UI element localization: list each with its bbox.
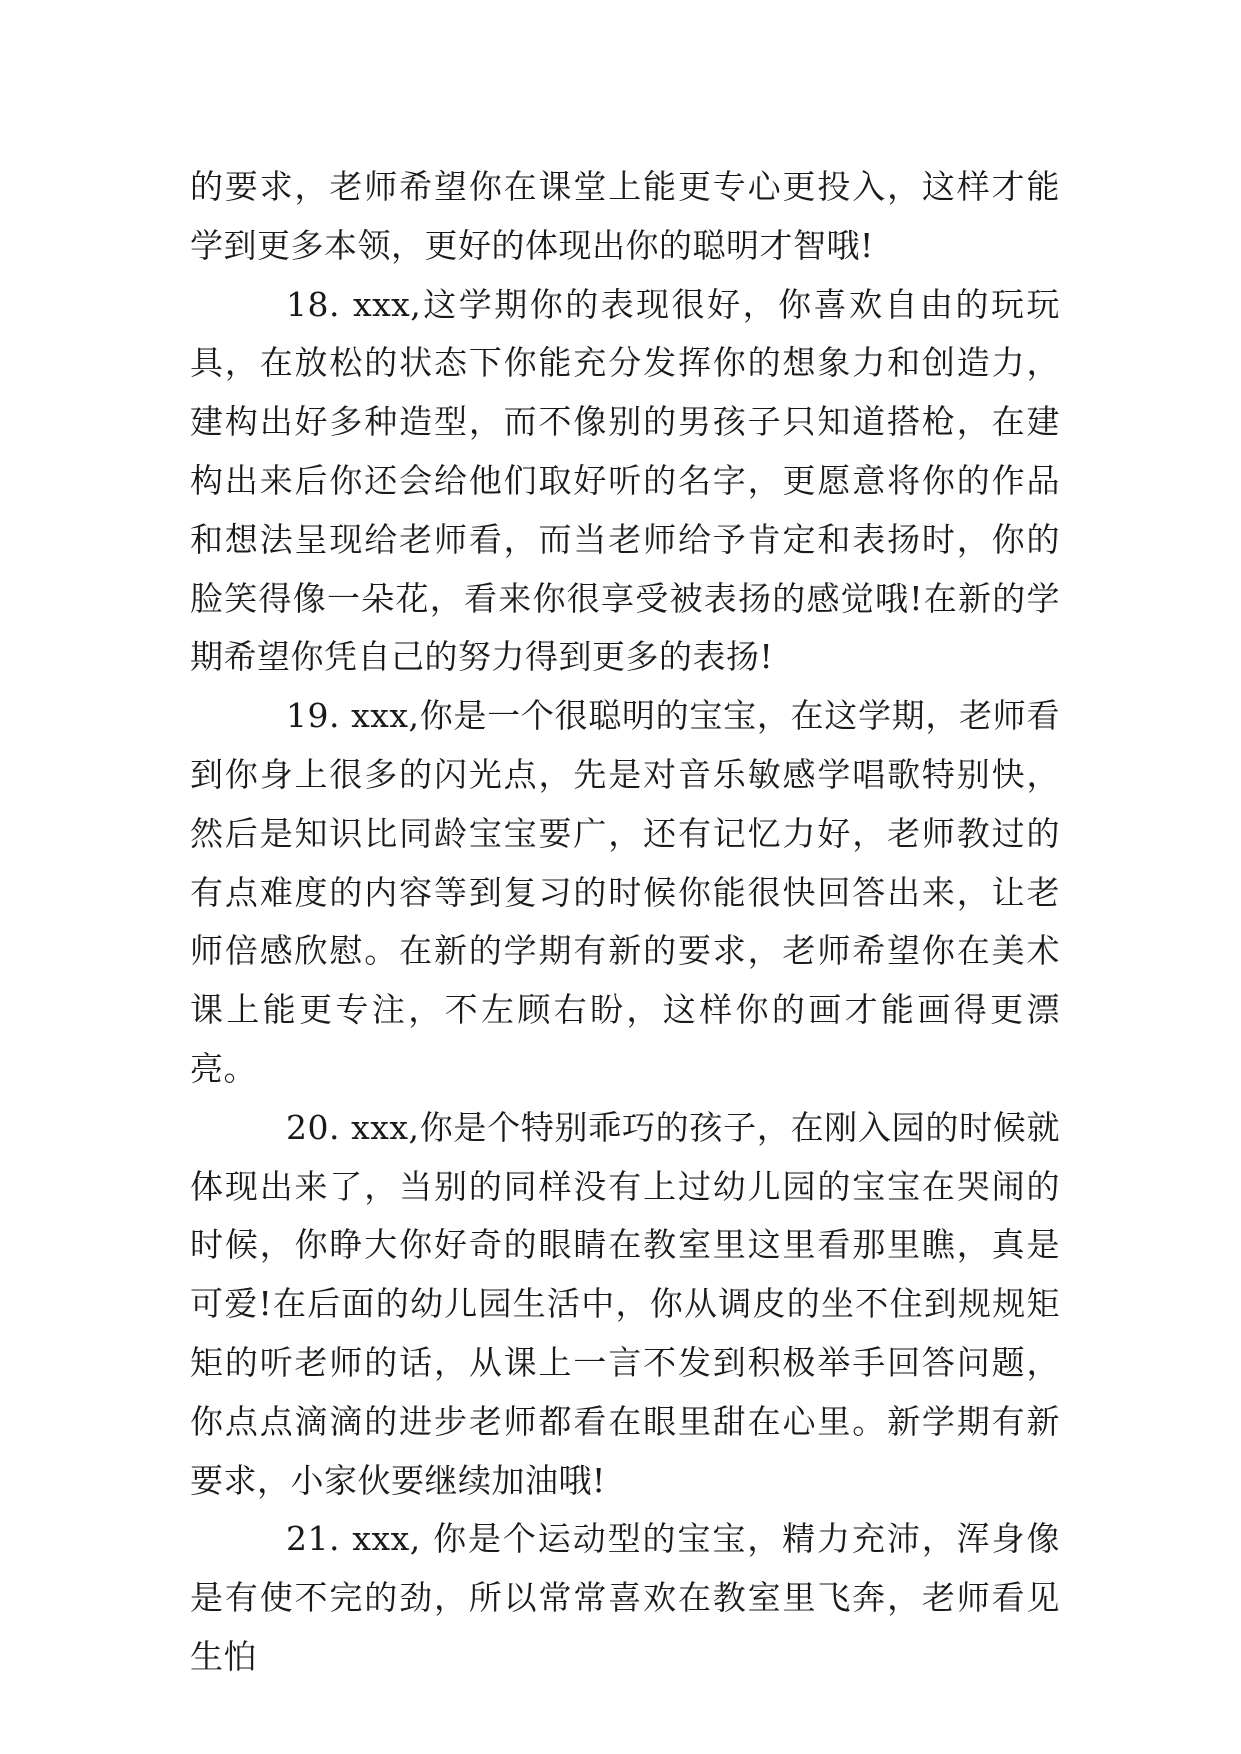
paragraph-item-19: 19. xxx,你是一个很聪明的宝宝，在这学期，老师看到你身上很多的闪光点，先是对音乐敏感学唱歌特别快，然后是知识比同龄宝宝要广，还有记忆力好，老师教过的有点难度的内容等到复习的时候你能很快回答出来，让老师倍感欣慰。在新的学期有新的要求，老师希望你在美术课上能更专注，不左顾右盼，这样你的画才能画得更漂亮。	[190, 696, 1060, 1088]
paragraph-continuation: 的要求，老师希望你在课堂上能更专心更投入，这样才能学到更多本领，更好的体现出你的聪明才智哦!	[190, 167, 1060, 265]
paragraph-item-18: 18. xxx,这学期你的表现很好，你喜欢自由的玩玩具，在放松的状态下你能充分发挥你的想象力和创造力，建构出好多种造型，而不像别的男孩子只知道搭枪，在建构出来后你还会给他们取好听的名字，更愿意将你的作品和想法呈现给老师看，而当老师给予肯定和表扬时，你的脸笑得像一朵花，看来你很享受被表扬的感觉哦!在新的学期希望你凭自己的努力得到更多的表扬!	[190, 284, 1060, 677]
paragraph-item-20: 20. xxx,你是个特别乖巧的孩子，在刚入园的时候就体现出来了，当别的同样没有上过幼儿园的宝宝在哭闹的时候，你睁大你好奇的眼睛在教室里这里看那里瞧，真是可爱!在后面的幼儿园生活中，你从调皮的坐不住到规规矩矩的听老师的话，从课上一言不发到积极举手回答问题，你点点滴滴的进步老师都看在眼里甜在心里。新学期有新要求，小家伙要继续加油哦!	[190, 1107, 1060, 1500]
paragraph-item-21: 21. xxx, 你是个运动型的宝宝，精力充沛，浑身像是有使不完的劲，所以常常喜欢在教室里飞奔，老师看见生怕	[190, 1519, 1060, 1676]
document-body	[190, 158, 1060, 1687]
